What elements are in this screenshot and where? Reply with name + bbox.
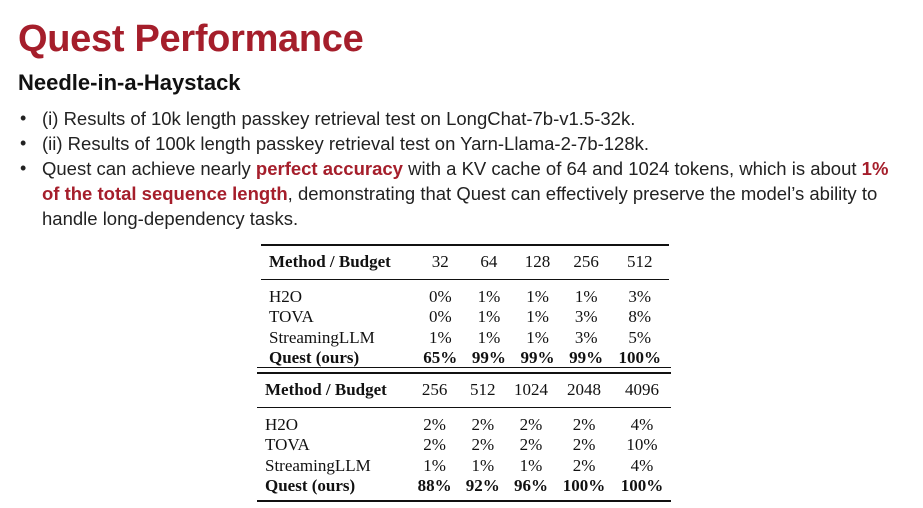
slide-subtitle: Needle-in-a-Haystack	[18, 70, 241, 95]
bullet-text: with a KV cache of 64 and 1024 tokens, which is about	[402, 158, 862, 179]
table-header-row	[257, 373, 671, 407]
value-cell: 1%	[477, 307, 501, 326]
value-cell: 1%	[471, 455, 495, 475]
value-cell: 2%	[423, 414, 446, 434]
table-row	[261, 328, 669, 349]
header-cell: 256	[411, 373, 459, 407]
header-cell: 128	[513, 245, 562, 279]
table-row	[261, 307, 669, 328]
results-table-10k	[261, 244, 669, 374]
slide-title: Quest Performance	[18, 18, 364, 60]
value-cell: 2%	[423, 435, 446, 454]
header-cell: 1024	[507, 373, 555, 407]
header-cell: 512	[610, 245, 669, 279]
value-cell: 1%	[428, 327, 452, 347]
value-cell: 1%	[477, 286, 501, 306]
value-cell: 2%	[572, 414, 596, 434]
method-cell: StreamingLLM	[265, 455, 371, 475]
header-cell: 4096	[613, 373, 671, 407]
table-row-quest	[261, 348, 669, 373]
bullet-text: Quest can achieve nearly	[42, 158, 256, 179]
value-cell: 0%	[428, 286, 452, 306]
value-cell: 1%	[526, 307, 549, 326]
method-cell: Quest (ours)	[265, 476, 356, 495]
value-cell: 4%	[630, 414, 654, 434]
value-cell: 2%	[572, 435, 596, 454]
value-cell: 2%	[572, 455, 596, 475]
value-cell: 1%	[423, 455, 446, 475]
value-cell: 2%	[471, 435, 495, 454]
header-cell: 32	[416, 245, 465, 279]
value-cell: 96%	[513, 476, 548, 495]
value-cell: 3%	[574, 307, 598, 326]
value-cell: 1%	[519, 455, 543, 475]
value-cell: 99%	[471, 348, 506, 367]
value-cell: 99%	[520, 348, 555, 367]
value-cell: 5%	[628, 327, 652, 347]
value-cell: 92%	[465, 476, 500, 495]
bullet-item	[18, 106, 908, 131]
value-cell: 65%	[423, 348, 458, 367]
method-cell: StreamingLLM	[269, 327, 375, 347]
highlight-perfect-accuracy: perfect accuracy	[255, 158, 403, 179]
header-cell: Method / Budget	[261, 245, 416, 279]
value-cell: 2%	[519, 435, 543, 454]
value-cell: 3%	[574, 327, 598, 347]
value-cell: 99%	[569, 348, 604, 367]
value-cell: 1%	[526, 286, 549, 306]
value-cell: 2%	[471, 414, 495, 434]
method-cell: H2O	[269, 286, 303, 306]
bullet-text: (i) Results of 10k length passkey retrieval test on LongChat-7b-v1.5-32k.	[42, 108, 636, 129]
value-cell: 2%	[519, 414, 543, 434]
header-cell: 256	[562, 245, 611, 279]
value-cell: 100%	[620, 476, 664, 495]
table-row	[257, 407, 671, 435]
bullet-list	[18, 106, 908, 231]
value-cell: 100%	[618, 348, 661, 367]
table-divider	[257, 367, 671, 368]
method-cell: TOVA	[269, 307, 314, 326]
bullet-text: , demonstrating that Quest can effectively preserve the model’s ability to handle long-dependency tasks.	[42, 183, 878, 229]
method-cell: Quest (ours)	[269, 348, 360, 367]
value-cell: 88%	[417, 476, 452, 495]
highlight-sequence-length: 1% of the total sequence length	[42, 158, 889, 204]
value-cell: 8%	[628, 307, 652, 326]
header-cell: Method / Budget	[257, 373, 411, 407]
header-cell: 512	[459, 373, 507, 407]
table-row	[257, 456, 671, 477]
header-cell: 64	[465, 245, 514, 279]
bullet-item	[18, 156, 908, 231]
results-table-100k	[257, 372, 671, 502]
table-row	[257, 435, 671, 456]
method-cell: H2O	[265, 414, 299, 434]
value-cell: 3%	[628, 286, 652, 306]
value-cell: 4%	[630, 455, 654, 475]
value-cell: 100%	[562, 476, 606, 495]
value-cell: 1%	[574, 286, 598, 306]
table-header-row	[261, 245, 669, 279]
value-cell: 1%	[526, 327, 549, 347]
method-cell: TOVA	[265, 435, 310, 454]
header-cell: 2048	[555, 373, 613, 407]
table-row-quest	[257, 476, 671, 501]
value-cell: 1%	[477, 327, 501, 347]
table-row	[261, 279, 669, 307]
bullet-item	[18, 131, 908, 156]
bullet-text: (ii) Results of 100k length passkey retrieval test on Yarn-Llama-2-7b-128k.	[42, 133, 650, 154]
value-cell: 0%	[428, 307, 452, 326]
value-cell: 10%	[626, 435, 658, 454]
